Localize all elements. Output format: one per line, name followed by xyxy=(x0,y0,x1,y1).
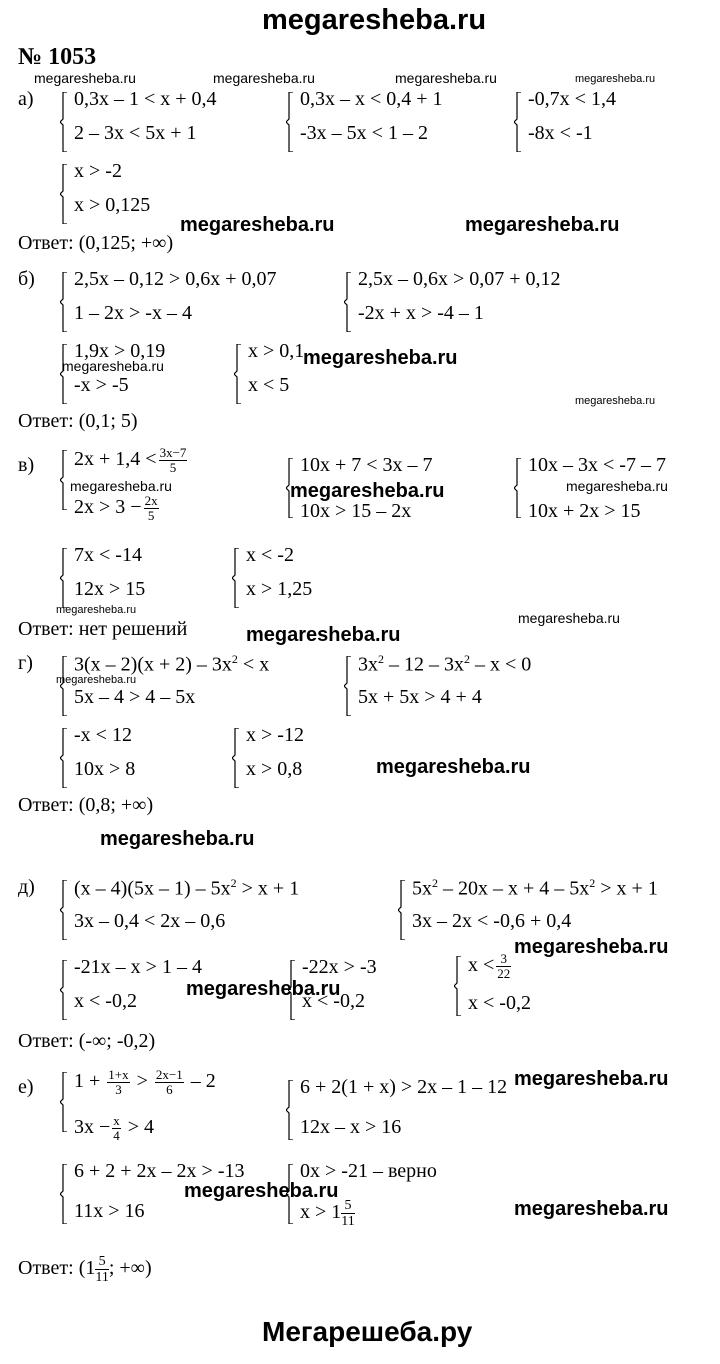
part-label-d: д) xyxy=(18,876,35,898)
system-e-1 xyxy=(60,1068,280,1150)
inequality xyxy=(74,652,269,677)
fraction xyxy=(155,1068,184,1097)
inequality: 6 + 2(1 + x) > 2x – 1 – 12 xyxy=(300,1076,508,1098)
answer-value: (-∞; -0,2) xyxy=(78,1030,156,1052)
numerator: 3x−7 xyxy=(159,445,187,460)
inequality: x < -0,2 xyxy=(468,992,531,1014)
inequality xyxy=(74,876,299,901)
inequality: 2,5x – 0,6x > 0,07 + 0,12 xyxy=(358,268,561,290)
inequality xyxy=(412,876,658,901)
expr-part: 3x xyxy=(358,653,378,676)
part-label-e: е) xyxy=(18,1076,34,1098)
inequality: x > -12 xyxy=(246,724,304,746)
system-b-1 xyxy=(60,268,320,332)
brace-icon xyxy=(60,656,67,716)
system-b-2 xyxy=(344,268,604,332)
brace-icon xyxy=(232,728,239,788)
brace-icon xyxy=(60,450,67,510)
brace-icon xyxy=(344,656,351,716)
answer-d xyxy=(18,1030,155,1053)
watermark: megaresheba.ru xyxy=(566,478,668,494)
fraction xyxy=(144,494,159,523)
inequality: -8x < -1 xyxy=(528,122,593,144)
inequality: -x < 12 xyxy=(74,724,132,746)
system-a-1 xyxy=(60,88,260,152)
expr-part: 2x + 1,4 < xyxy=(74,448,157,471)
inequality: 3x – 2x < -0,6 + 0,4 xyxy=(412,910,572,932)
part-label-a: а) xyxy=(18,88,34,110)
inequality: 1,9x > 0,19 xyxy=(74,340,166,362)
inequality xyxy=(74,446,189,475)
fraction xyxy=(107,1068,129,1097)
expr-part: – 12 – 3x xyxy=(384,653,464,676)
brace-icon xyxy=(60,1072,67,1132)
system-a-3 xyxy=(514,88,664,152)
expr-part: 2x > 3 − xyxy=(74,496,142,519)
answer-prefix: Ответ: xyxy=(18,794,74,816)
inequality: x < -0,2 xyxy=(74,990,137,1012)
inequality: x > 0,8 xyxy=(246,758,303,780)
inequality: 5x + 5x > 4 + 4 xyxy=(358,686,482,708)
expr-part: < x xyxy=(237,653,270,676)
inequality: 5x – 4 > 4 – 5x xyxy=(74,686,196,708)
watermark: megaresheba.ru xyxy=(186,978,341,1000)
brace-icon xyxy=(514,458,521,518)
brace-icon xyxy=(60,1164,67,1224)
inequality: -2x + x > -4 – 1 xyxy=(358,302,484,324)
brace-icon xyxy=(514,92,521,152)
fraction xyxy=(112,1114,121,1143)
denominator: 22 xyxy=(497,966,511,981)
brace-icon xyxy=(286,92,293,152)
numerator: 2x−1 xyxy=(155,1067,183,1082)
system-g-3 xyxy=(60,724,210,788)
inequality: 1 – 2x > -x – 4 xyxy=(74,302,192,324)
brace-icon xyxy=(286,1080,293,1140)
numerator: x xyxy=(113,1113,120,1128)
watermark: megaresheba.ru xyxy=(514,1198,669,1220)
answer-g xyxy=(18,794,153,817)
answer-v xyxy=(18,618,187,641)
watermark: megaresheba.ru xyxy=(514,1068,669,1090)
fraction xyxy=(496,952,511,981)
expr-part: 3x − xyxy=(74,1116,111,1139)
watermark: megaresheba.ru xyxy=(56,674,137,686)
inequality xyxy=(358,652,531,677)
numerator: 3 xyxy=(496,952,511,967)
inequality: x < 5 xyxy=(248,374,290,396)
system-d-1 xyxy=(60,876,360,940)
exponent: 2 xyxy=(432,876,438,890)
watermark: megaresheba.ru xyxy=(395,70,497,86)
inequality xyxy=(74,1114,154,1143)
watermark: megaresheba.ru xyxy=(376,756,531,778)
watermark: megaresheba.ru xyxy=(303,347,458,369)
exponent: 2 xyxy=(231,652,238,666)
answer-value: (0,125; +∞) xyxy=(78,232,174,254)
inequality: 10x > 8 xyxy=(74,758,136,780)
answer-e xyxy=(18,1254,152,1285)
inequality: 0x > -21 – верно xyxy=(300,1160,437,1182)
fraction xyxy=(95,1254,108,1285)
brace-icon xyxy=(60,272,67,332)
brace-icon xyxy=(60,880,67,940)
part-label-v: в) xyxy=(18,454,35,476)
expr-part: > xyxy=(136,1070,148,1093)
fraction xyxy=(341,1198,354,1229)
inequality: 10x > 15 – 2x xyxy=(300,500,412,522)
answer-value: (0,8; +∞) xyxy=(78,794,154,816)
brace-icon xyxy=(60,344,67,404)
inequality: x > 0,1 xyxy=(248,340,305,362)
brace-icon xyxy=(60,92,67,152)
inequality: 2,5x – 0,12 > 0,6x + 0,07 xyxy=(74,268,277,290)
expr-part: > x + 1 xyxy=(236,877,300,900)
exponent: 2 xyxy=(230,876,237,890)
inequality: 0,3x – 1 < x + 0,4 xyxy=(74,88,217,110)
numerator: 1+x xyxy=(108,1067,129,1082)
problem-number: № 1053 xyxy=(18,44,97,70)
exponent: 2 xyxy=(378,652,384,666)
watermark: megaresheba.ru xyxy=(518,610,620,626)
answer-prefix: Ответ: xyxy=(18,1257,74,1280)
system-v-4 xyxy=(60,544,210,608)
expr-part: x > 1 xyxy=(300,1201,342,1224)
brace-icon xyxy=(344,272,351,332)
watermark: megaresheba.ru xyxy=(100,828,255,850)
expr-part: 5x xyxy=(412,877,432,900)
answer-prefix: Ответ: xyxy=(18,618,74,640)
system-v-5 xyxy=(232,544,342,608)
expr-part: 1 + xyxy=(74,1070,101,1093)
site-header: megaresheba.ru xyxy=(262,4,487,36)
watermark: megaresheba.ru xyxy=(70,478,172,494)
inequality: x < -0,2 xyxy=(302,990,365,1012)
watermark: megaresheba.ru xyxy=(465,214,620,236)
expr-part: > 4 xyxy=(127,1116,155,1139)
watermark: megaresheba.ru xyxy=(575,73,656,85)
site-footer: Мегарешеба.ру xyxy=(262,1316,473,1347)
numerator: 5 xyxy=(341,1198,354,1214)
answer-prefix: Ответ: xyxy=(18,410,74,432)
inequality: 10x – 3x < -7 – 7 xyxy=(528,454,666,476)
inequality: 10x + 2x > 15 xyxy=(528,500,641,522)
inequality: -x > -5 xyxy=(74,374,129,396)
watermark: megaresheba.ru xyxy=(213,70,315,86)
expr-part: – 2 xyxy=(190,1070,216,1093)
inequality: 0,3x – x < 0,4 + 1 xyxy=(300,88,443,110)
brace-icon xyxy=(398,880,405,940)
brace-icon xyxy=(454,956,461,1016)
inequality: -3x – 5x < 1 – 2 xyxy=(300,122,428,144)
denominator: 5 xyxy=(147,508,155,523)
brace-icon xyxy=(60,960,67,1020)
watermark: megaresheba.ru xyxy=(180,214,335,236)
denominator: 3 xyxy=(115,1082,122,1097)
answer-prefix: Ответ: xyxy=(18,232,74,254)
expr-part: – 20x – x + 4 – 5x xyxy=(438,877,590,900)
brace-icon xyxy=(234,344,241,404)
system-g-2 xyxy=(344,652,584,716)
denominator: 11 xyxy=(341,1214,355,1229)
watermark: megaresheba.ru xyxy=(56,604,137,616)
system-g-4 xyxy=(232,724,342,788)
system-d-5 xyxy=(454,952,574,1022)
inequality: 10x + 7 < 3x – 7 xyxy=(300,454,433,476)
part-label-b: б) xyxy=(18,268,35,290)
watermark: megaresheba.ru xyxy=(246,624,401,646)
inequality: -0,7x < 1,4 xyxy=(528,88,616,110)
brace-icon xyxy=(60,548,67,608)
expr-part: 3(x – 2)(x + 2) – 3x xyxy=(74,653,232,676)
inequality: 12x > 15 xyxy=(74,578,146,600)
inequality: 3x – 0,4 < 2x – 0,6 xyxy=(74,910,226,932)
fraction xyxy=(159,446,188,475)
inequality: -22x > -3 xyxy=(302,956,377,978)
watermark: megaresheba.ru xyxy=(514,936,669,958)
denominator: 4 xyxy=(113,1128,120,1143)
exponent: 2 xyxy=(589,876,596,890)
inequality: 12x – x > 16 xyxy=(300,1116,402,1138)
system-d-2 xyxy=(398,876,698,940)
answer-value: (0,1; 5) xyxy=(78,410,138,432)
answer-value: (1 xyxy=(78,1257,96,1280)
part-label-g: г) xyxy=(18,652,33,674)
exponent: 2 xyxy=(464,652,470,666)
inequality xyxy=(468,952,513,981)
inequality: -21x – x > 1 – 4 xyxy=(74,956,202,978)
answer-value: нет решений xyxy=(78,618,188,640)
denominator: 5 xyxy=(169,460,177,475)
inequality: 6 + 2 + 2x – 2x > -13 xyxy=(74,1160,245,1182)
brace-icon xyxy=(60,728,67,788)
watermark: megaresheba.ru xyxy=(34,70,136,86)
inequality: x > 0,125 xyxy=(74,194,151,216)
denominator: 6 xyxy=(166,1082,173,1097)
inequality: x > -2 xyxy=(74,160,122,182)
inequality xyxy=(74,1068,216,1097)
numerator: 5 xyxy=(95,1254,108,1270)
watermark: megaresheba.ru xyxy=(290,480,445,502)
brace-icon xyxy=(60,164,67,224)
answer-value: ; +∞) xyxy=(108,1257,152,1280)
inequality xyxy=(74,494,161,523)
answer-a xyxy=(18,232,173,255)
answer-b xyxy=(18,410,138,433)
inequality: x > 1,25 xyxy=(246,578,313,600)
expr-part: > x + 1 xyxy=(595,877,658,900)
watermark: megaresheba.ru xyxy=(184,1180,339,1202)
inequality: 11x > 16 xyxy=(74,1200,145,1222)
denominator: 11 xyxy=(95,1270,109,1285)
brace-icon xyxy=(232,548,239,608)
watermark: megaresheba.ru xyxy=(575,395,656,407)
numerator: 2x xyxy=(144,493,158,508)
inequality: x < -2 xyxy=(246,544,294,566)
system-a-2 xyxy=(286,88,486,152)
watermark: megaresheba.ru xyxy=(62,358,164,374)
answer-prefix: Ответ: xyxy=(18,1030,74,1052)
expr-part: – x < 0 xyxy=(470,653,532,676)
system-e-2 xyxy=(286,1076,546,1144)
inequality: 7x < -14 xyxy=(74,544,142,566)
inequality: 2 – 3x < 5x + 1 xyxy=(74,122,197,144)
expr-part: (x – 4)(5x – 1) – 5x xyxy=(74,877,231,900)
expr-part: x < xyxy=(468,954,495,977)
